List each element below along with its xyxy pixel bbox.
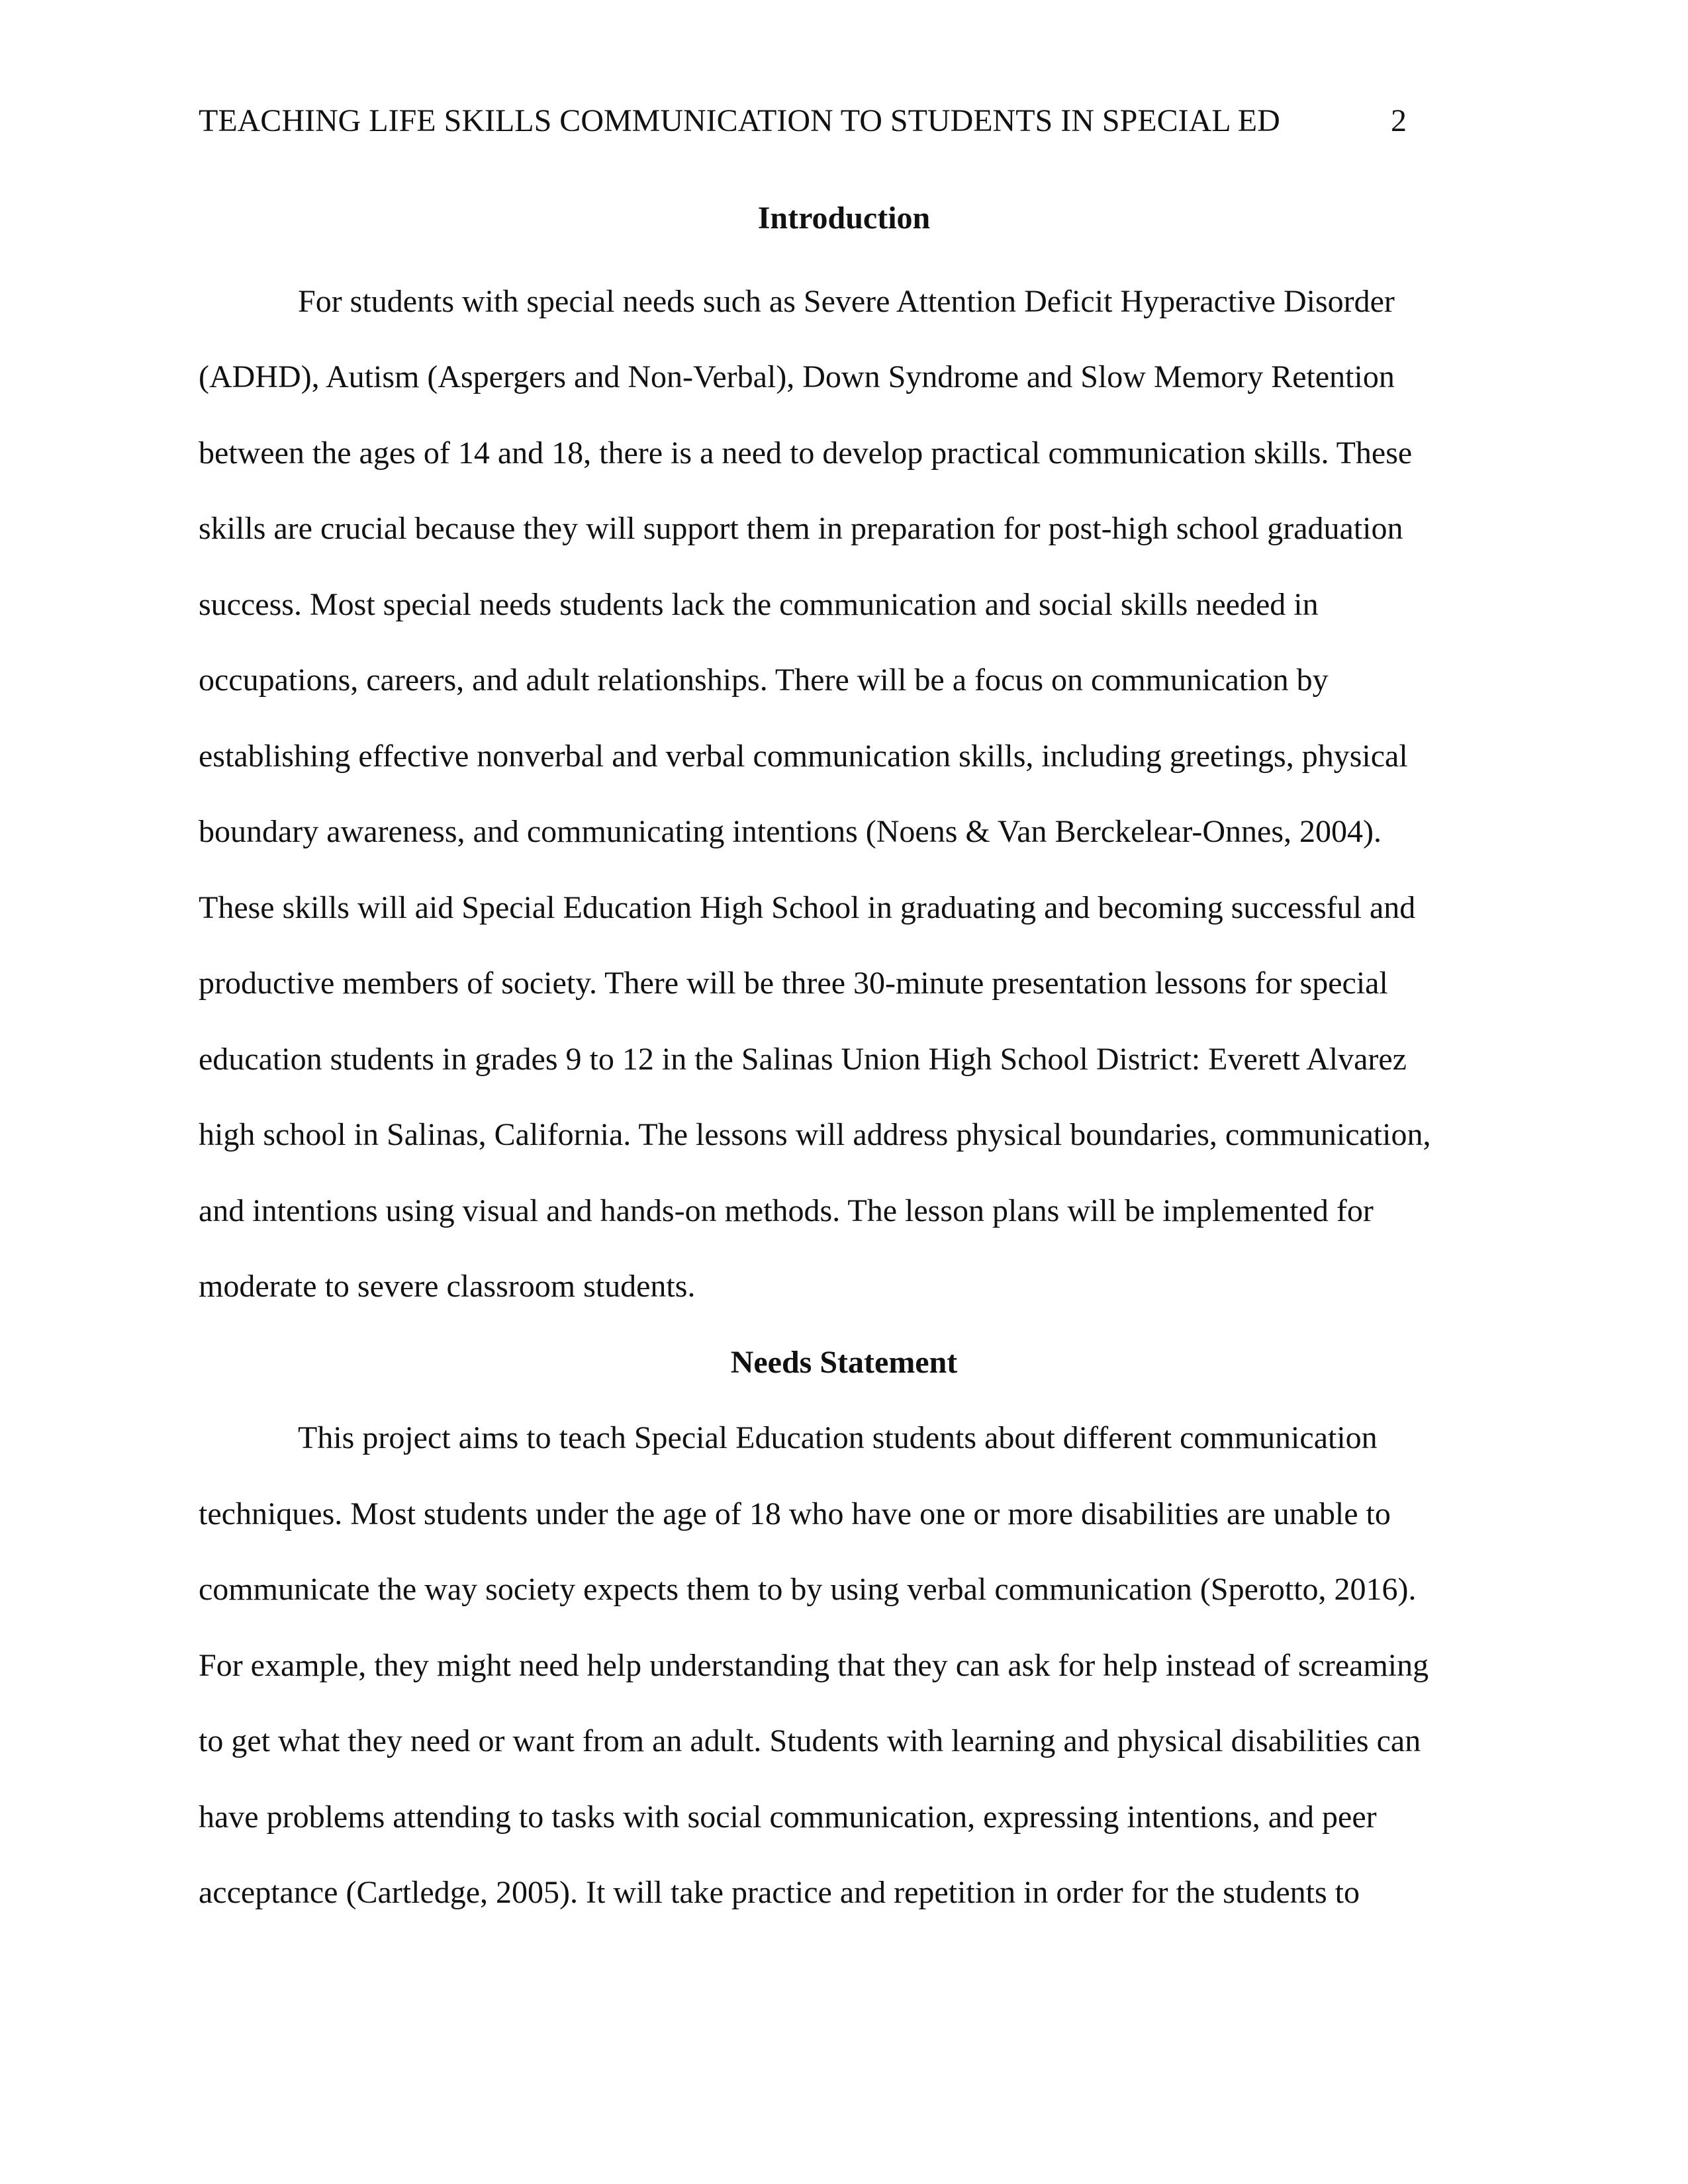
needs-statement-line: For example, they might need help understanding that they can ask for help instead of screaming bbox=[199, 1648, 1429, 1683]
introduction-line: (ADHD), Autism (Aspergers and Non-Verbal), Down Syndrome and Slow Memory Retention bbox=[199, 359, 1395, 394]
needs-statement-line: acceptance (Cartledge, 2005). It will take practice and repetition in order for the students to bbox=[199, 1875, 1360, 1910]
introduction-line: education students in grades 9 to 12 in the Salinas Union High School District: Everett Alvarez bbox=[199, 1042, 1407, 1077]
introduction-line: For students with special needs such as Severe Attention Deficit Hyperactive Disorder bbox=[298, 284, 1395, 319]
page-number: 2 bbox=[1391, 103, 1407, 138]
introduction-line: productive members of society. There will be three 30-minute presentation lessons for special bbox=[199, 966, 1388, 1001]
needs-statement-line: have problems attending to tasks with social communication, expressing intentions, and peer bbox=[199, 1799, 1377, 1835]
needs-statement-line: communicate the way society expects them to by using verbal communication (Sperotto, 2016). bbox=[199, 1572, 1417, 1607]
needs-statement-heading: Needs Statement bbox=[730, 1345, 958, 1380]
needs-statement-line: to get what they need or want from an adult. Students with learning and physical disabilities can bbox=[199, 1723, 1421, 1758]
introduction-line: success. Most special needs students lack the communication and social skills needed in bbox=[199, 587, 1319, 622]
needs-statement-line: techniques. Most students under the age of 18 who have one or more disabilities are unable to bbox=[199, 1496, 1391, 1531]
introduction-line: skills are crucial because they will support them in preparation for post-high school graduation bbox=[199, 511, 1403, 546]
introduction-line: between the ages of 14 and 18, there is a need to develop practical communication skills. These bbox=[199, 435, 1413, 471]
introduction-line: moderate to severe classroom students. bbox=[199, 1269, 696, 1304]
introduction-line: high school in Salinas, California. The lessons will address physical boundaries, communication, bbox=[199, 1117, 1431, 1152]
introduction-heading: Introduction bbox=[757, 201, 931, 236]
running-head-title: TEACHING LIFE SKILLS COMMUNICATION TO STUDENTS IN SPECIAL ED bbox=[199, 103, 1280, 138]
introduction-line: and intentions using visual and hands-on methods. The lesson plans will be implemented for bbox=[199, 1193, 1374, 1228]
needs-statement-line: This project aims to teach Special Education students about different communication bbox=[298, 1420, 1378, 1455]
introduction-line: These skills will aid Special Education High School in graduating and becoming successful and bbox=[199, 890, 1416, 925]
introduction-line: establishing effective nonverbal and verbal communication skills, including greetings, physical bbox=[199, 739, 1408, 774]
introduction-line: occupations, careers, and adult relationships. There will be a focus on communication by bbox=[199, 662, 1329, 698]
running-head bbox=[199, 98, 1407, 144]
introduction-line: boundary awareness, and communicating intentions (Noens & Van Berckelear-Onnes, 2004). bbox=[199, 814, 1382, 849]
